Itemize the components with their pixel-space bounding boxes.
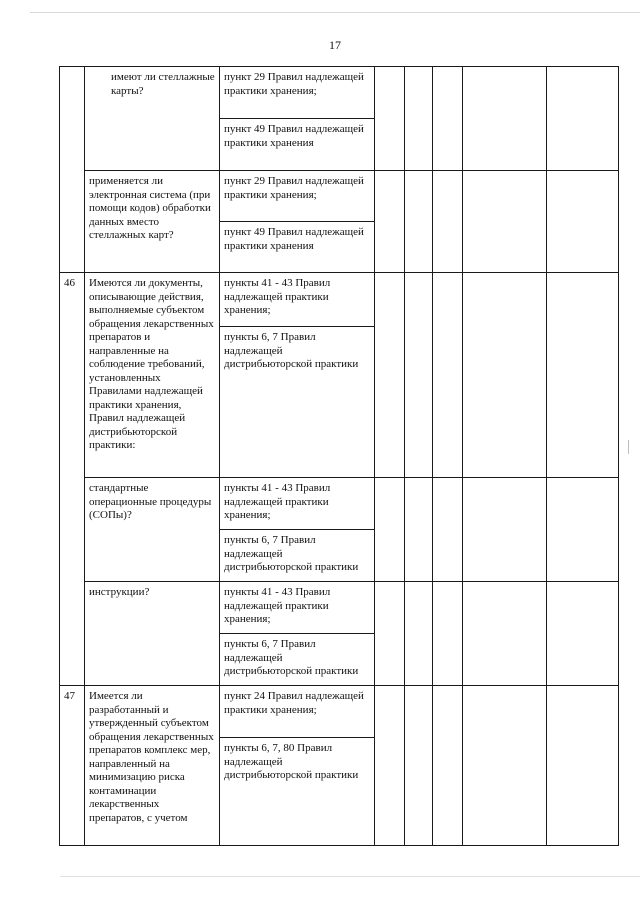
question-cell	[85, 171, 220, 273]
reference-text: пункт 24 Правил надлежащей практики хранения;	[224, 690, 364, 716]
question-cell	[85, 686, 220, 846]
reference-text: пункты 41 - 43 Правил надлежащей практики хранения;	[224, 482, 331, 521]
reference-cell	[220, 67, 375, 119]
question-cell	[85, 478, 220, 582]
empty-cell	[375, 67, 405, 171]
page-number: 17	[329, 38, 341, 52]
scan-border-top	[30, 12, 640, 13]
reference-text: пункты 41 - 43 Правил надлежащей практики хранения;	[224, 277, 331, 316]
reference-text: пункты 6, 7 Правил надлежащей дистрибьюторской практики	[224, 534, 359, 573]
table-row	[60, 67, 619, 119]
reference-cell	[220, 686, 375, 738]
reference-cell	[220, 171, 375, 222]
row-number: 46	[64, 277, 75, 289]
row-number-cell	[60, 686, 85, 846]
reference-cell	[220, 222, 375, 273]
empty-cell	[463, 171, 547, 273]
reference-text: пункт 29 Правил надлежащей практики хранения;	[224, 175, 364, 201]
empty-cell	[405, 582, 433, 686]
empty-cell	[375, 478, 405, 582]
empty-cell	[547, 686, 619, 846]
reference-text: пункты 6, 7 Правил надлежащей дистрибьюторской практики	[224, 331, 359, 370]
question-text: стандартные операционные процедуры (СОПы)?	[89, 482, 212, 521]
reference-cell	[220, 738, 375, 846]
empty-cell	[375, 582, 405, 686]
reference-text: пункт 49 Правил надлежащей практики хранения	[224, 226, 364, 252]
empty-cell	[405, 273, 433, 478]
table-row	[60, 582, 619, 634]
empty-cell	[433, 273, 463, 478]
empty-cell	[433, 67, 463, 171]
question-text: Имеется ли разработанный и утвержденный субъектом обращения лекарственных препаратов комплекс мер, направленный на минимизацию риска контаминации лекарственных препаратов, с учетом	[89, 690, 214, 824]
reference-text: пункты 6, 7, 80 Правил надлежащей дистрибьюторской практики	[224, 742, 359, 781]
question-cell	[85, 582, 220, 686]
question-text: имеют ли стеллажные карты?	[111, 71, 215, 97]
reference-cell	[220, 478, 375, 530]
reference-cell	[220, 327, 375, 478]
table-row	[60, 273, 619, 327]
empty-cell	[463, 686, 547, 846]
scan-border-bottom	[60, 876, 640, 877]
empty-cell	[547, 171, 619, 273]
reference-text: пункты 41 - 43 Правил надлежащей практики хранения;	[224, 586, 331, 625]
empty-cell	[463, 67, 547, 171]
empty-cell	[375, 686, 405, 846]
empty-cell	[547, 67, 619, 171]
row-number: 47	[64, 690, 75, 702]
empty-cell	[547, 582, 619, 686]
row-number-cell	[60, 273, 85, 686]
empty-cell	[405, 67, 433, 171]
reference-text: пункт 49 Правил надлежащей практики хранения	[224, 123, 364, 149]
empty-cell	[433, 582, 463, 686]
question-cell	[85, 273, 220, 478]
empty-cell	[433, 686, 463, 846]
reference-cell	[220, 530, 375, 582]
empty-cell	[433, 478, 463, 582]
checklist-table	[59, 66, 619, 846]
question-cell	[85, 67, 220, 171]
reference-cell	[220, 634, 375, 686]
empty-cell	[405, 686, 433, 846]
table-row	[60, 478, 619, 530]
scan-edge-mark	[628, 440, 633, 454]
question-text: Имеются ли документы, описывающие действия, выполняемые субъектом обращения лекарственных препаратов и направленные на соблюдение требований, установленных Правилами надлежащей практики хранения, Правил надлежащей дистрибьюторской практики:	[89, 277, 214, 451]
empty-cell	[463, 478, 547, 582]
empty-cell	[375, 273, 405, 478]
row-number-cell	[60, 67, 85, 273]
empty-cell	[405, 171, 433, 273]
reference-cell	[220, 273, 375, 327]
reference-text: пункты 6, 7 Правил надлежащей дистрибьюторской практики	[224, 638, 359, 677]
empty-cell	[433, 171, 463, 273]
empty-cell	[405, 478, 433, 582]
reference-cell	[220, 582, 375, 634]
empty-cell	[463, 582, 547, 686]
table-row	[60, 171, 619, 222]
empty-cell	[463, 273, 547, 478]
reference-cell	[220, 119, 375, 171]
question-text: применяется ли электронная система (при помощи кодов) обработки данных вместо стеллажных карт?	[89, 175, 211, 241]
empty-cell	[375, 171, 405, 273]
question-text: инструкции?	[89, 586, 150, 598]
reference-text: пункт 29 Правил надлежащей практики хранения;	[224, 71, 364, 97]
table-row	[60, 686, 619, 738]
empty-cell	[547, 273, 619, 478]
empty-cell	[547, 478, 619, 582]
